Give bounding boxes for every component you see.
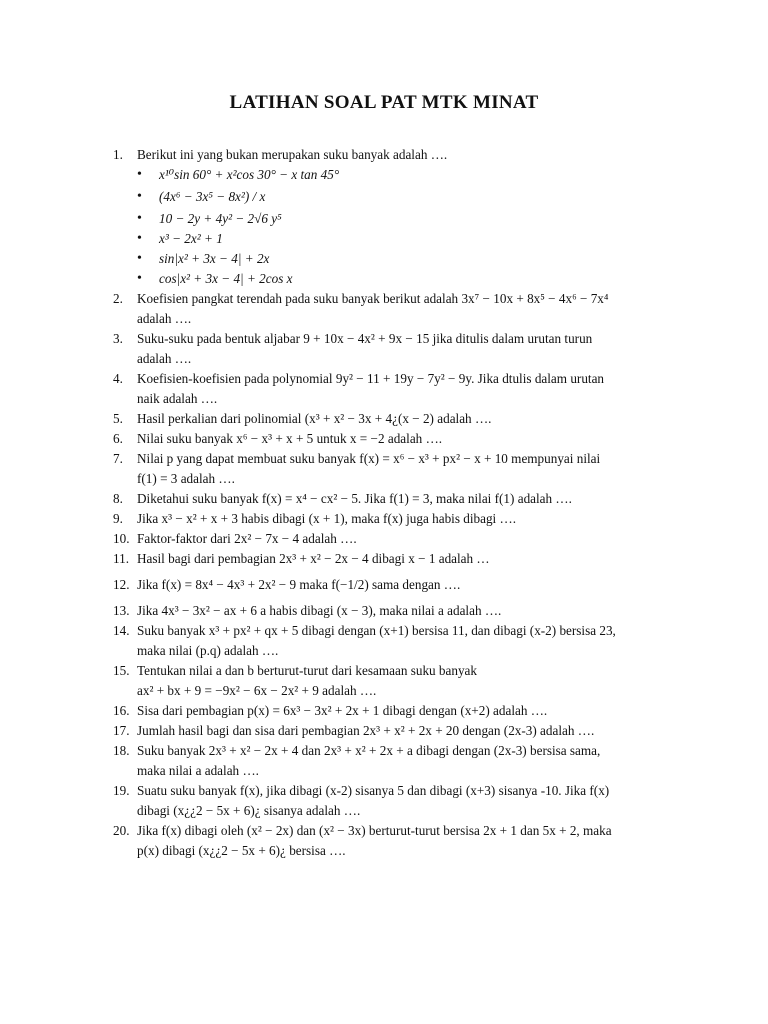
bullet-icon: • [137,271,142,286]
question-list [113,145,683,861]
question-text: Koefisien pangkat terendah pada suku banyak berikut adalah 3x⁷ − 10x + 8x⁵ − 4x⁶ − 7x⁴ [137,291,609,306]
question-2 [113,289,683,329]
question-text: Suku-suku pada bentuk aljabar 9 + 10x − 4x² + 9x − 15 jika ditulis dalam urutan turun [137,331,593,346]
option-item: • sin|x² + 3x − 4| + 2x [137,249,683,269]
question-8 [113,489,683,509]
bullet-icon: • [137,167,142,182]
question-number: 14. [113,623,130,638]
question-text: Suatu suku banyak f(x), jika dibagi (x-2) sisanya 5 dan dibagi (x+3) sisanya -10. Jika f(x) [137,783,610,798]
question-text: Nilai suku banyak x⁶ − x³ + x + 5 untuk x = −2 adalah …. [137,431,443,446]
question-number: 6. [113,431,123,446]
question-text: Tentukan nilai a dan b berturut-turut dari kesamaan suku banyak [137,663,478,678]
question-number: 9. [113,511,123,526]
question-continuation: dibagi (x¿¿2 − 5x + 6)¿ sisanya adalah …. [137,803,361,818]
question-number: 15. [113,663,130,678]
question-18 [113,741,683,781]
question-continuation: ax² + bx + 9 = −9x² − 6x − 2x² + 9 adalah …. [137,683,377,698]
question-number: 4. [113,371,123,386]
question-11 [113,549,683,569]
question-text: Jika f(x) dibagi oleh (x² − 2x) dan (x² − 3x) berturut-turut bersisa 2x + 1 dan 5x + 2, maka [137,823,612,838]
question-number: 1. [113,147,123,162]
bullet-icon: • [137,189,142,204]
question-continuation: maka nilai (p.q) adalah …. [137,643,279,658]
question-text: Jika 4x³ − 3x² − ax + 6 a habis dibagi (x − 3), maka nilai a adalah …. [137,603,502,618]
question-number: 12. [113,577,130,592]
option-item: • (4x⁶ − 3x⁵ − 8x²) / x [137,187,683,207]
bullet-icon: • [137,211,142,226]
question-text: Jika f(x) = 8x⁴ − 4x³ + 2x² − 9 maka f(−1/2) sama dengan …. [137,577,461,592]
question-number: 19. [113,783,130,798]
bullet-icon: • [137,231,142,246]
question-13 [113,601,683,621]
question-continuation: adalah …. [137,351,192,366]
question-continuation: naik adalah …. [137,391,218,406]
question-text: Jumlah hasil bagi dan sisa dari pembagian 2x³ + x² + 2x + 20 dengan (2x-3) adalah …. [137,723,595,738]
option-item: • x¹⁰sin 60° + x²cos 30° − x tan 45° [137,165,683,185]
question-number: 17. [113,723,130,738]
question-number: 2. [113,291,123,306]
question-text: Hasil bagi dari pembagian 2x³ + x² − 2x − 4 dibagi x − 1 adalah … [137,551,490,566]
question-text: Berikut ini yang bukan merupakan suku banyak adalah …. [137,147,448,162]
question-9 [113,509,683,529]
question-4 [113,369,683,409]
question-17 [113,721,683,741]
question-number: 10. [113,531,130,546]
question-text: Koefisien-koefisien pada polynomial 9y² − 11 + 19y − 7y² − 9y. Jika dtulis dalam urutan [137,371,605,386]
question-text: Suku banyak 2x³ + x² − 2x + 4 dan 2x³ + x² + 2x + a dibagi dengan (2x-3) bersisa sama, [137,743,601,758]
question-text: Hasil perkalian dari polinomial (x³ + x² − 3x + 4¿(x − 2) adalah …. [137,411,492,426]
question-15 [113,661,683,701]
question-14 [113,621,683,661]
question-text: Faktor-faktor dari 2x² − 7x − 4 adalah …. [137,531,357,546]
question-7 [113,449,683,489]
question-1 [113,145,683,289]
question-text: Sisa dari pembagian p(x) = 6x³ − 3x² + 2x + 1 dibagi dengan (x+2) adalah …. [137,703,548,718]
question-number: 8. [113,491,123,506]
question-12 [113,575,683,595]
question-text: Suku banyak x³ + px² + qx + 5 dibagi dengan (x+1) bersisa 11, dan dibagi (x-2) bersisa 23, [137,623,616,638]
page-title: LATIHAN SOAL PAT MTK MINAT [229,92,539,113]
question-text: Nilai p yang dapat membuat suku banyak f(x) = x⁶ − x³ + px² − x + 10 mempunyai nilai [137,451,601,466]
question-19 [113,781,683,821]
question-number: 13. [113,603,130,618]
question-number: 11. [113,551,129,566]
question-text: Jika x³ − x² + x + 3 habis dibagi (x + 1), maka f(x) juga habis dibagi …. [137,511,516,526]
option-item: • 10 − 2y + 4y² − 2√6 y⁵ [137,209,683,229]
option-item: • x³ − 2x² + 1 [137,229,683,249]
question-number: 20. [113,823,130,838]
question-3 [113,329,683,369]
question-continuation: adalah …. [137,311,192,326]
question-number: 7. [113,451,123,466]
question-continuation: f(1) = 3 adalah …. [137,471,235,486]
question-5 [113,409,683,429]
question-number: 16. [113,703,130,718]
option-item: • cos|x² + 3x − 4| + 2cos x [137,269,683,289]
question-number: 5. [113,411,123,426]
question-continuation: p(x) dibagi (x¿¿2 − 5x + 6)¿ bersisa …. [137,843,346,858]
bullet-icon: • [137,251,142,266]
option-list [137,165,683,289]
question-text: Diketahui suku banyak f(x) = x⁴ − cx² − 5. Jika f(1) = 3, maka nilai f(1) adalah …. [137,491,572,506]
question-20 [113,821,683,861]
question-6 [113,429,683,449]
question-continuation: maka nilai a adalah …. [137,763,259,778]
question-16 [113,701,683,721]
question-number: 18. [113,743,130,758]
question-number: 3. [113,331,123,346]
question-10 [113,529,683,549]
